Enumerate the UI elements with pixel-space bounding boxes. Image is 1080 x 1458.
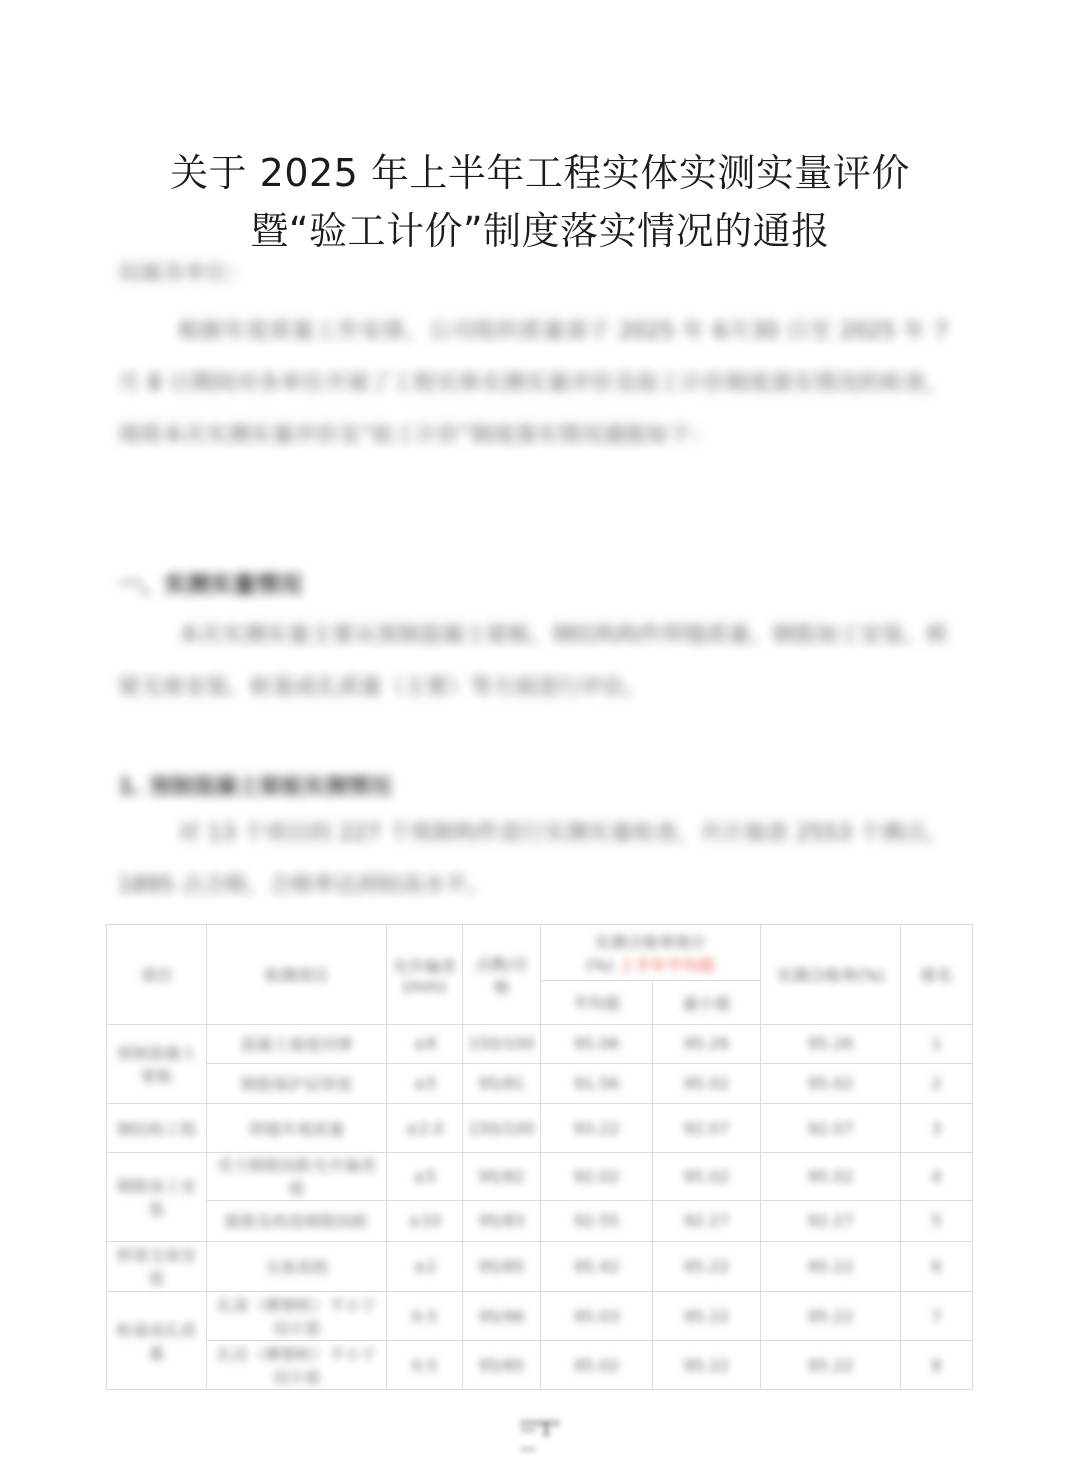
table-row: 钢结构工程 焊缝外观质量 ±2.0 150/100 93.22 92.07 92.07 3 (107, 1104, 973, 1153)
paragraph-precast: 对 13 个项目的 227 个预制构件进行实测实量检查，共计抽查 2553 个测点，1895 点合格，合格率达到较高水平。 (118, 821, 948, 898)
table-row: 预制混凝土梁板 混凝土强度回弹 ±8 150/100 95.06 95.26 95.26 1 (107, 1025, 973, 1064)
paragraph-intro: 根据年度质量工作安排，公司组织质量部于 2025 年 6月30 日至 2025 年 7 月 8 日期间对各单位开展了工程实体实测实量评价及验工计价制度落实情况的检查，现将本次实测实量评价及“验工计价”制度落实情况通报如下： (118, 319, 948, 448)
greeting: 局属各单位： (118, 261, 251, 286)
table-row: 钢筋加工安装 受力钢筋间距允许偏差值 ±5 95/82 92.02 95.02 95.02 4 (107, 1153, 973, 1201)
document-title-line2: 暨“验工计价”制度落实情况的通报 (250, 209, 830, 253)
header-minimum: 最小值 (653, 981, 761, 1025)
table-row: 孔径（摩擦桩）不小于设计值 0.5 95/85 95.02 95.22 95.22 8 (107, 1341, 973, 1390)
results-table (106, 924, 972, 1390)
header-project: 项目 (107, 925, 207, 1025)
section-heading-1: 一、实测实量情况 (118, 572, 302, 598)
header-group-highlight: 上半年平均值 (618, 955, 715, 975)
paragraph-measurement: 本次实测实量主要从预制混凝土梁板、钢结构构件焊缝质量、钢筋加工安装、桥梁支座安装、桩基成孔质量（主要）等方面进行评估。 (118, 623, 949, 700)
header-tolerance: 允许偏差(mm) (387, 925, 463, 1025)
header-average: 平均值 (541, 981, 653, 1025)
table-row: 钢筋保护层厚度 ±5 95/81 91.56 95.02 95.02 2 (107, 1063, 973, 1104)
table-row: 桩基成孔质量 孔深（摩擦桩）不小于设计值 0.5 95/96 95.03 95.22 95.22 7 (107, 1292, 973, 1341)
table-row: 桥梁支座安装 支座高程 ±2 95/85 95.42 95.22 95.22 6 (107, 1241, 973, 1292)
header-rank: 排名 (901, 925, 973, 1025)
header-points: 点数/合格 (463, 925, 541, 1025)
header-group: 实测合格率统计 (%) 上半年平均值 (541, 925, 761, 981)
section-heading-2: 1. 预制混凝土梁板实测情况 (118, 775, 392, 800)
header-check-item: 检测项目 (207, 925, 387, 1025)
header-rate: 实测合格率(%) (761, 925, 901, 1025)
table-row: 箍筋及构造钢筋间距 ±10 95/83 92.55 92.27 92.27 5 (107, 1200, 973, 1241)
document-title-line1: 关于 2025 年上半年工程实体实测实量评价 (170, 151, 910, 195)
page-number: — 1 — (520, 1420, 560, 1426)
